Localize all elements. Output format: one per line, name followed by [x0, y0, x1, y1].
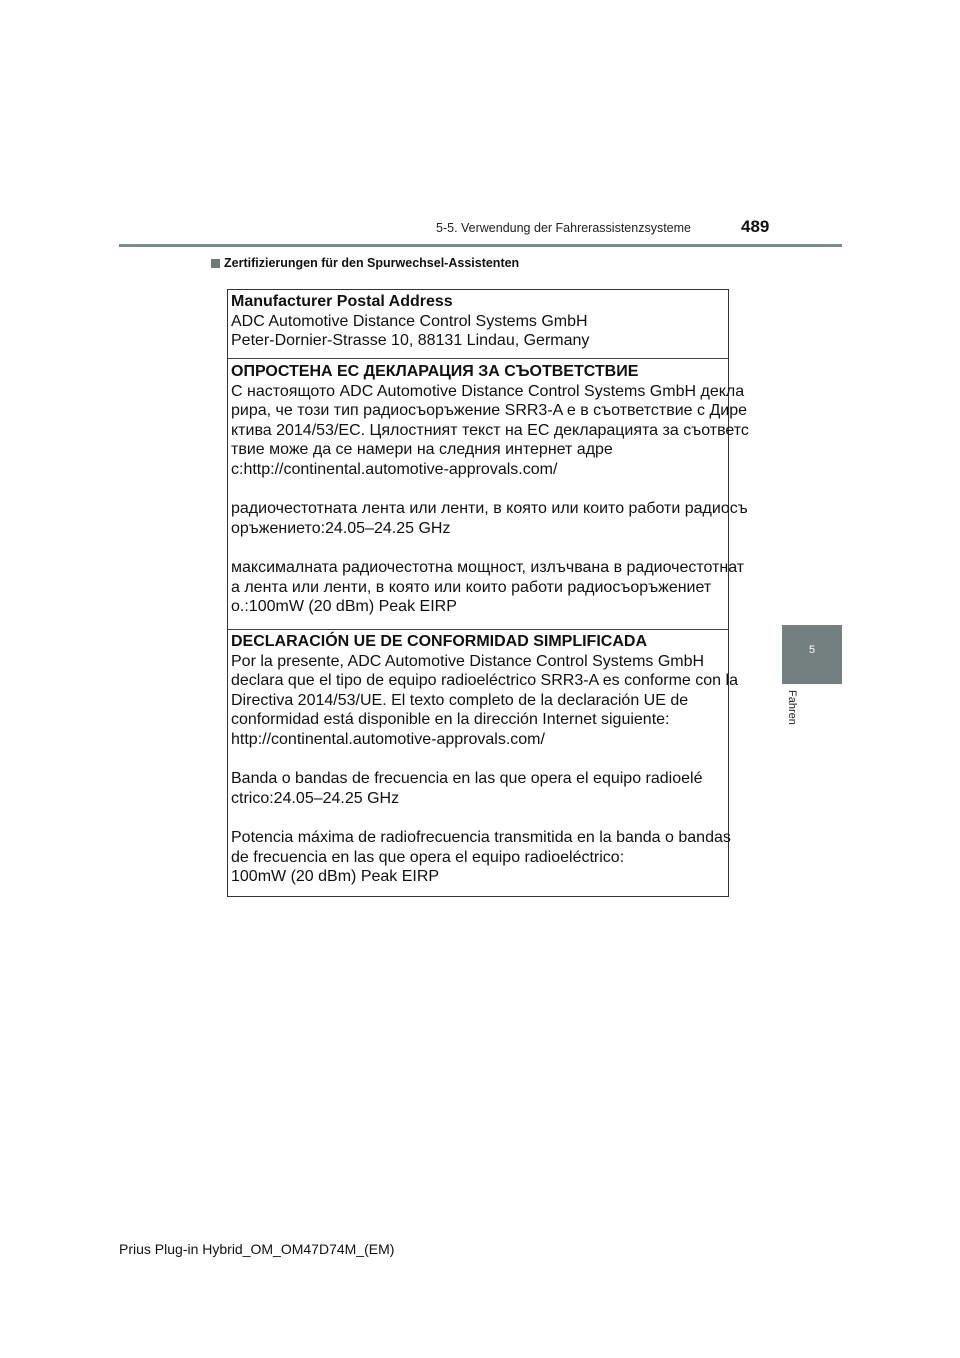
bulgarian-power-line: максималната радиочестотна мощност, излъчвана в радиочестотнат — [231, 558, 745, 576]
chapter-label — [786, 690, 804, 736]
spanish-power-line: 100mW (20 dBm) Peak EIRP — [231, 868, 440, 886]
bulgarian-power-line: а лента или ленти, в която или които работи радиосъоръжениет — [231, 578, 712, 596]
page-number: 489 — [741, 217, 770, 236]
bulgarian-frequency-line: оръжението:24.05–24.25 GHz — [231, 519, 451, 537]
chapter-label-text: Fahren — [786, 690, 798, 725]
bulgarian-text-line: рира, че този тип радиосъоръжение SRR3-A е в съответствие с Дире — [231, 402, 748, 420]
spanish-text-line: conformidad está disponible en la dirección Internet siguiente: — [231, 711, 670, 729]
footer-document-id: Prius Plug-in Hybrid_OM_OM47D74M_(EM) — [119, 1241, 395, 1257]
chapter-number: 5 — [808, 644, 816, 656]
manufacturer-title: Manufacturer Postal Address — [231, 293, 453, 310]
paragraph-gap — [231, 538, 728, 558]
spanish-text-line: http://continental.automotive-approvals.com/ — [231, 730, 545, 748]
chapter-tab — [782, 625, 842, 684]
bulgarian-text-line: с:http://continental.automotive-approvals.com/ — [231, 460, 558, 478]
bulgarian-declaration-title: ОПРОСТЕНА ЕС ДЕКЛАРАЦИЯ ЗА СЪОТВЕТСТВИЕ — [231, 363, 639, 380]
spanish-power-line: de frecuencia en las que opera el equipo radioeléctrico: — [231, 848, 625, 866]
bulgarian-frequency-line: радиочестотната лента или ленти, в която или които работи радиосъ — [231, 500, 748, 518]
certification-box — [227, 289, 749, 897]
bulgarian-declaration-section — [228, 362, 749, 617]
bulgarian-text-line: твие може да се намери на следния интернет адре — [231, 441, 613, 459]
manufacturer-section — [228, 292, 728, 351]
bulgarian-text-line: ктива 2014/53/ЕС. Цялостният текст на ЕС декларацията за съответс — [231, 421, 749, 439]
running-header-section-title: 5-5. Verwendung der Fahrerassistenzsysteme — [436, 221, 691, 235]
section-heading-text: Zertifizierungen für den Spurwechsel-Assistenten — [224, 256, 520, 270]
paragraph-gap — [231, 808, 728, 828]
spanish-power-line: Potencia máxima de radiofrecuencia transmitida en la banda o bandas — [231, 828, 731, 846]
spanish-declaration-section — [228, 632, 738, 887]
bulgarian-power-line: о.:100mW (20 dBm) Peak EIRP — [231, 598, 457, 616]
spanish-frequency-line: Banda o bandas de frecuencia en las que opera el equipo radioelé — [231, 770, 703, 788]
paragraph-gap — [231, 480, 728, 500]
paragraph-gap — [231, 750, 728, 770]
square-bullet-icon — [211, 259, 220, 268]
manufacturer-line: Peter-Dornier-Strasse 10, 88131 Lindau, Germany — [231, 332, 590, 350]
manufacturer-line: ADC Automotive Distance Control Systems GmbH — [231, 312, 588, 330]
section-divider — [228, 629, 728, 630]
spanish-text-line: Por la presente, ADC Automotive Distance Control Systems GmbH — [231, 652, 705, 670]
header-divider — [119, 244, 842, 247]
spanish-text-line: declara que el tipo de equipo radioeléctrico SRR3-A es conforme con la — [231, 672, 738, 690]
spanish-frequency-line: ctrico:24.05–24.25 GHz — [231, 789, 400, 807]
section-divider — [228, 358, 728, 359]
spanish-declaration-title: DECLARACIÓN UE DE CONFORMIDAD SIMPLIFICADA — [231, 633, 647, 650]
bulgarian-text-line: С настоящото ADC Automotive Distance Control Systems GmbH декла — [231, 382, 745, 400]
spanish-text-line: Directiva 2014/53/UE. El texto completo de la declaración UE de — [231, 691, 689, 709]
section-heading — [211, 256, 519, 270]
